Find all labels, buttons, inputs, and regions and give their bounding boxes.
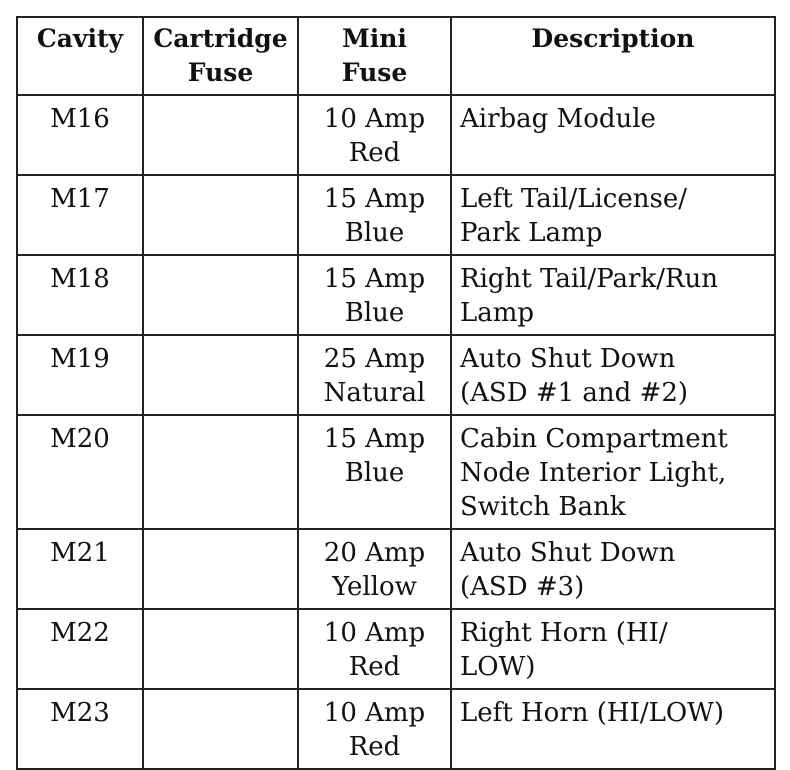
header-mini-line-2: Fuse <box>341 58 408 87</box>
description-cell <box>451 529 775 609</box>
description-line: Right Horn (HI/ <box>460 618 668 648</box>
description-line: Airbag Module <box>460 104 656 134</box>
description-cell <box>451 255 775 335</box>
mini-fuse-line: Red <box>348 138 401 168</box>
cartridge-fuse-cell <box>143 529 298 609</box>
cavity-cell <box>17 255 143 335</box>
description-line: Left Horn (HI/LOW) <box>460 698 725 728</box>
table-row <box>17 609 775 689</box>
description-cell <box>451 175 775 255</box>
mini-fuse-line: 15 Amp <box>323 264 426 294</box>
cavity-value: M23 <box>50 698 110 728</box>
mini-fuse-cell <box>298 529 451 609</box>
header-cartridge-line-1: Cartridge <box>153 24 288 53</box>
mini-fuse-line: 25 Amp <box>323 344 426 374</box>
table-row <box>17 689 775 769</box>
description-line: Left Tail/License/ <box>460 184 687 214</box>
mini-fuse-line: Blue <box>344 458 405 488</box>
table-row <box>17 529 775 609</box>
cartridge-fuse-cell <box>143 95 298 175</box>
cavity-cell <box>17 529 143 609</box>
cavity-value: M20 <box>50 424 110 454</box>
description-cell <box>451 95 775 175</box>
mini-fuse-line: 15 Amp <box>323 424 426 454</box>
mini-fuse-line: Blue <box>344 298 405 328</box>
header-cartridge-line-2: Fuse <box>187 58 254 87</box>
description-line: Switch Bank <box>460 492 626 522</box>
cavity-cell <box>17 415 143 529</box>
cavity-cell <box>17 95 143 175</box>
description-line: Park Lamp <box>460 218 603 248</box>
table-row <box>17 175 775 255</box>
header-mini-line-1: Mini <box>342 24 407 53</box>
description-cell <box>451 415 775 529</box>
header-description <box>451 17 775 95</box>
cavity-value: M22 <box>50 618 110 648</box>
cartridge-fuse-cell <box>143 175 298 255</box>
mini-fuse-cell <box>298 415 451 529</box>
mini-fuse-cell <box>298 175 451 255</box>
header-cavity <box>17 17 143 95</box>
fuse-table <box>16 16 776 770</box>
table-row <box>17 415 775 529</box>
cavity-value: M18 <box>50 264 110 294</box>
mini-fuse-cell <box>298 609 451 689</box>
description-line: (ASD #3) <box>460 572 585 602</box>
cavity-cell <box>17 335 143 415</box>
cavity-cell <box>17 175 143 255</box>
mini-fuse-line: 10 Amp <box>323 698 426 728</box>
header-mini-fuse <box>298 17 451 95</box>
cartridge-fuse-cell <box>143 689 298 769</box>
cartridge-fuse-cell <box>143 415 298 529</box>
description-cell <box>451 609 775 689</box>
description-line: Lamp <box>460 298 535 328</box>
cavity-value: M19 <box>50 344 110 374</box>
description-line: Cabin Compartment <box>460 424 728 454</box>
header-row <box>17 17 775 95</box>
table-row <box>17 255 775 335</box>
table-row <box>17 335 775 415</box>
cavity-value: M21 <box>50 538 110 568</box>
cartridge-fuse-cell <box>143 335 298 415</box>
mini-fuse-line: Yellow <box>332 572 417 602</box>
mini-fuse-cell <box>298 335 451 415</box>
mini-fuse-line: Blue <box>344 218 405 248</box>
description-line: Right Tail/Park/Run <box>460 264 719 294</box>
mini-fuse-line: Red <box>348 652 401 682</box>
mini-fuse-line: 10 Amp <box>323 618 426 648</box>
mini-fuse-line: Natural <box>323 378 426 408</box>
mini-fuse-line: Red <box>348 732 401 762</box>
cavity-value: M17 <box>50 184 110 214</box>
mini-fuse-line: 20 Amp <box>323 538 426 568</box>
table-row <box>17 95 775 175</box>
cavity-value: M16 <box>50 104 110 134</box>
mini-fuse-line: 10 Amp <box>323 104 426 134</box>
description-line: Auto Shut Down <box>460 538 676 568</box>
fuse-table-container <box>16 16 776 770</box>
description-cell <box>451 335 775 415</box>
mini-fuse-cell <box>298 95 451 175</box>
description-line: (ASD #1 and #2) <box>460 378 689 408</box>
cartridge-fuse-cell <box>143 609 298 689</box>
cavity-cell <box>17 609 143 689</box>
mini-fuse-cell <box>298 689 451 769</box>
mini-fuse-cell <box>298 255 451 335</box>
fuse-table-body <box>17 95 775 769</box>
header-description-label: Description <box>531 24 695 53</box>
mini-fuse-line: 15 Amp <box>323 184 426 214</box>
description-line: LOW) <box>460 652 536 682</box>
cavity-cell <box>17 689 143 769</box>
header-cavity-label: Cavity <box>36 24 124 53</box>
description-cell <box>451 689 775 769</box>
description-line: Auto Shut Down <box>460 344 676 374</box>
cartridge-fuse-cell <box>143 255 298 335</box>
description-line: Node Interior Light, <box>460 458 727 488</box>
header-cartridge-fuse <box>143 17 298 95</box>
